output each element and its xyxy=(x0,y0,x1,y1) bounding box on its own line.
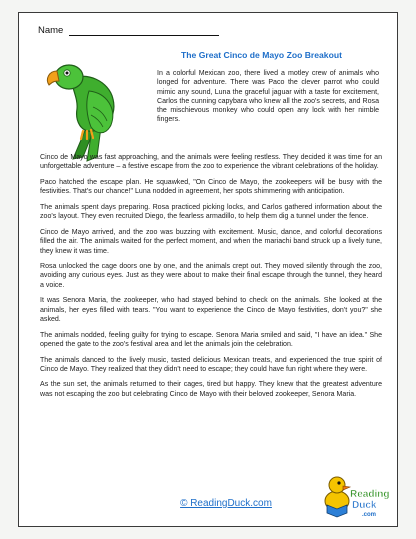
name-blank-line[interactable] xyxy=(69,26,219,36)
story-title: The Great Cinco de Mayo Zoo Breakout xyxy=(181,50,342,60)
story-paragraph: Rosa unlocked the cage doors one by one, and the animals crept out. They moved silently through the zoo, avoiding any curious eyes. Just as they were about to make their final escape through the tunnel, they heard a voice. xyxy=(40,263,382,289)
worksheet-page xyxy=(18,12,398,527)
story-paragraph: Cinco de Mayo arrived, and the zoo was buzzing with excitement. Music, dance, and colorful decorations filled the air. The animals waited for the perfect moment, and when the mariachi band struck up a lively tune, they knew it was time. xyxy=(40,228,382,255)
story-paragraph: Paco hatched the escape plan. He squawked, "On Cinco de Mayo, the zookeepers will be busy with the festivities. That's our chance!" Luna nodded in agreement, her spots shimmering with anticipation. xyxy=(40,178,382,196)
reading-duck-logo-icon xyxy=(319,471,391,523)
svg-text:Duck: Duck xyxy=(352,500,377,511)
svg-text:.com: .com xyxy=(362,512,377,518)
story-paragraph: The animals spent days preparing. Rosa practiced picking locks, and Carlos gathered information about the zoo's layout. They even recruited Diego, the fearless armadillo, to help them dig a tunnel under the fence. xyxy=(40,203,382,221)
svg-text:Reading: Reading xyxy=(350,489,390,500)
story-paragraph: As the sun set, the animals returned to their cages, tired but happy. They knew that the greatest adventure was not escaping the zoo but celebrating Cinco de Mayo with their beloved zookeeper, Senora Maria. xyxy=(40,381,382,398)
story-body xyxy=(40,153,382,405)
story-paragraph: It was Senora Maria, the zookeeper, who had stayed behind to check on the animals. She looked at the animals, her eyes filled with tears. "You want to experience the Cinco de Mayo festivities, don't you?" she asked. xyxy=(40,297,382,324)
readingduck-link[interactable]: © ReadingDuck.com xyxy=(180,498,272,509)
story-paragraph: Cinco de Mayo was fast approaching, and the animals were feeling restless. They decided it was time for an unforgettable adventure – a festive escape from the zoo to experience the vibrant celebrations of the holiday. xyxy=(40,154,382,171)
name-field-row xyxy=(38,25,219,36)
story-paragraph: The animals nodded, feeling guilty for trying to escape. Senora Maria smiled and said, "I have an idea." She opened the gate to the zoo's festival area and let the animals join the celebration. xyxy=(40,331,382,349)
green-parrot-icon xyxy=(31,51,151,163)
intro-paragraph: In a colorful Mexican zoo, there lived a motley crew of animals who longed for adventure. There was Paco the clever parrot who could mimic any sound, Luna the graceful jaguar with a taste for excitement, Carlos the cunning capybara who knew all the zoo's secrets, and Rosa the mischievous monkey who could open any lock with her nimble fingers. xyxy=(157,70,379,124)
name-label: Name xyxy=(38,25,64,36)
story-paragraph: The animals danced to the lively music, tasted delicious Mexican treats, and experienced the true spirit of Cinco de Mayo. They realized that they didn't need to escape; they could have fun right where they were. xyxy=(40,356,382,373)
